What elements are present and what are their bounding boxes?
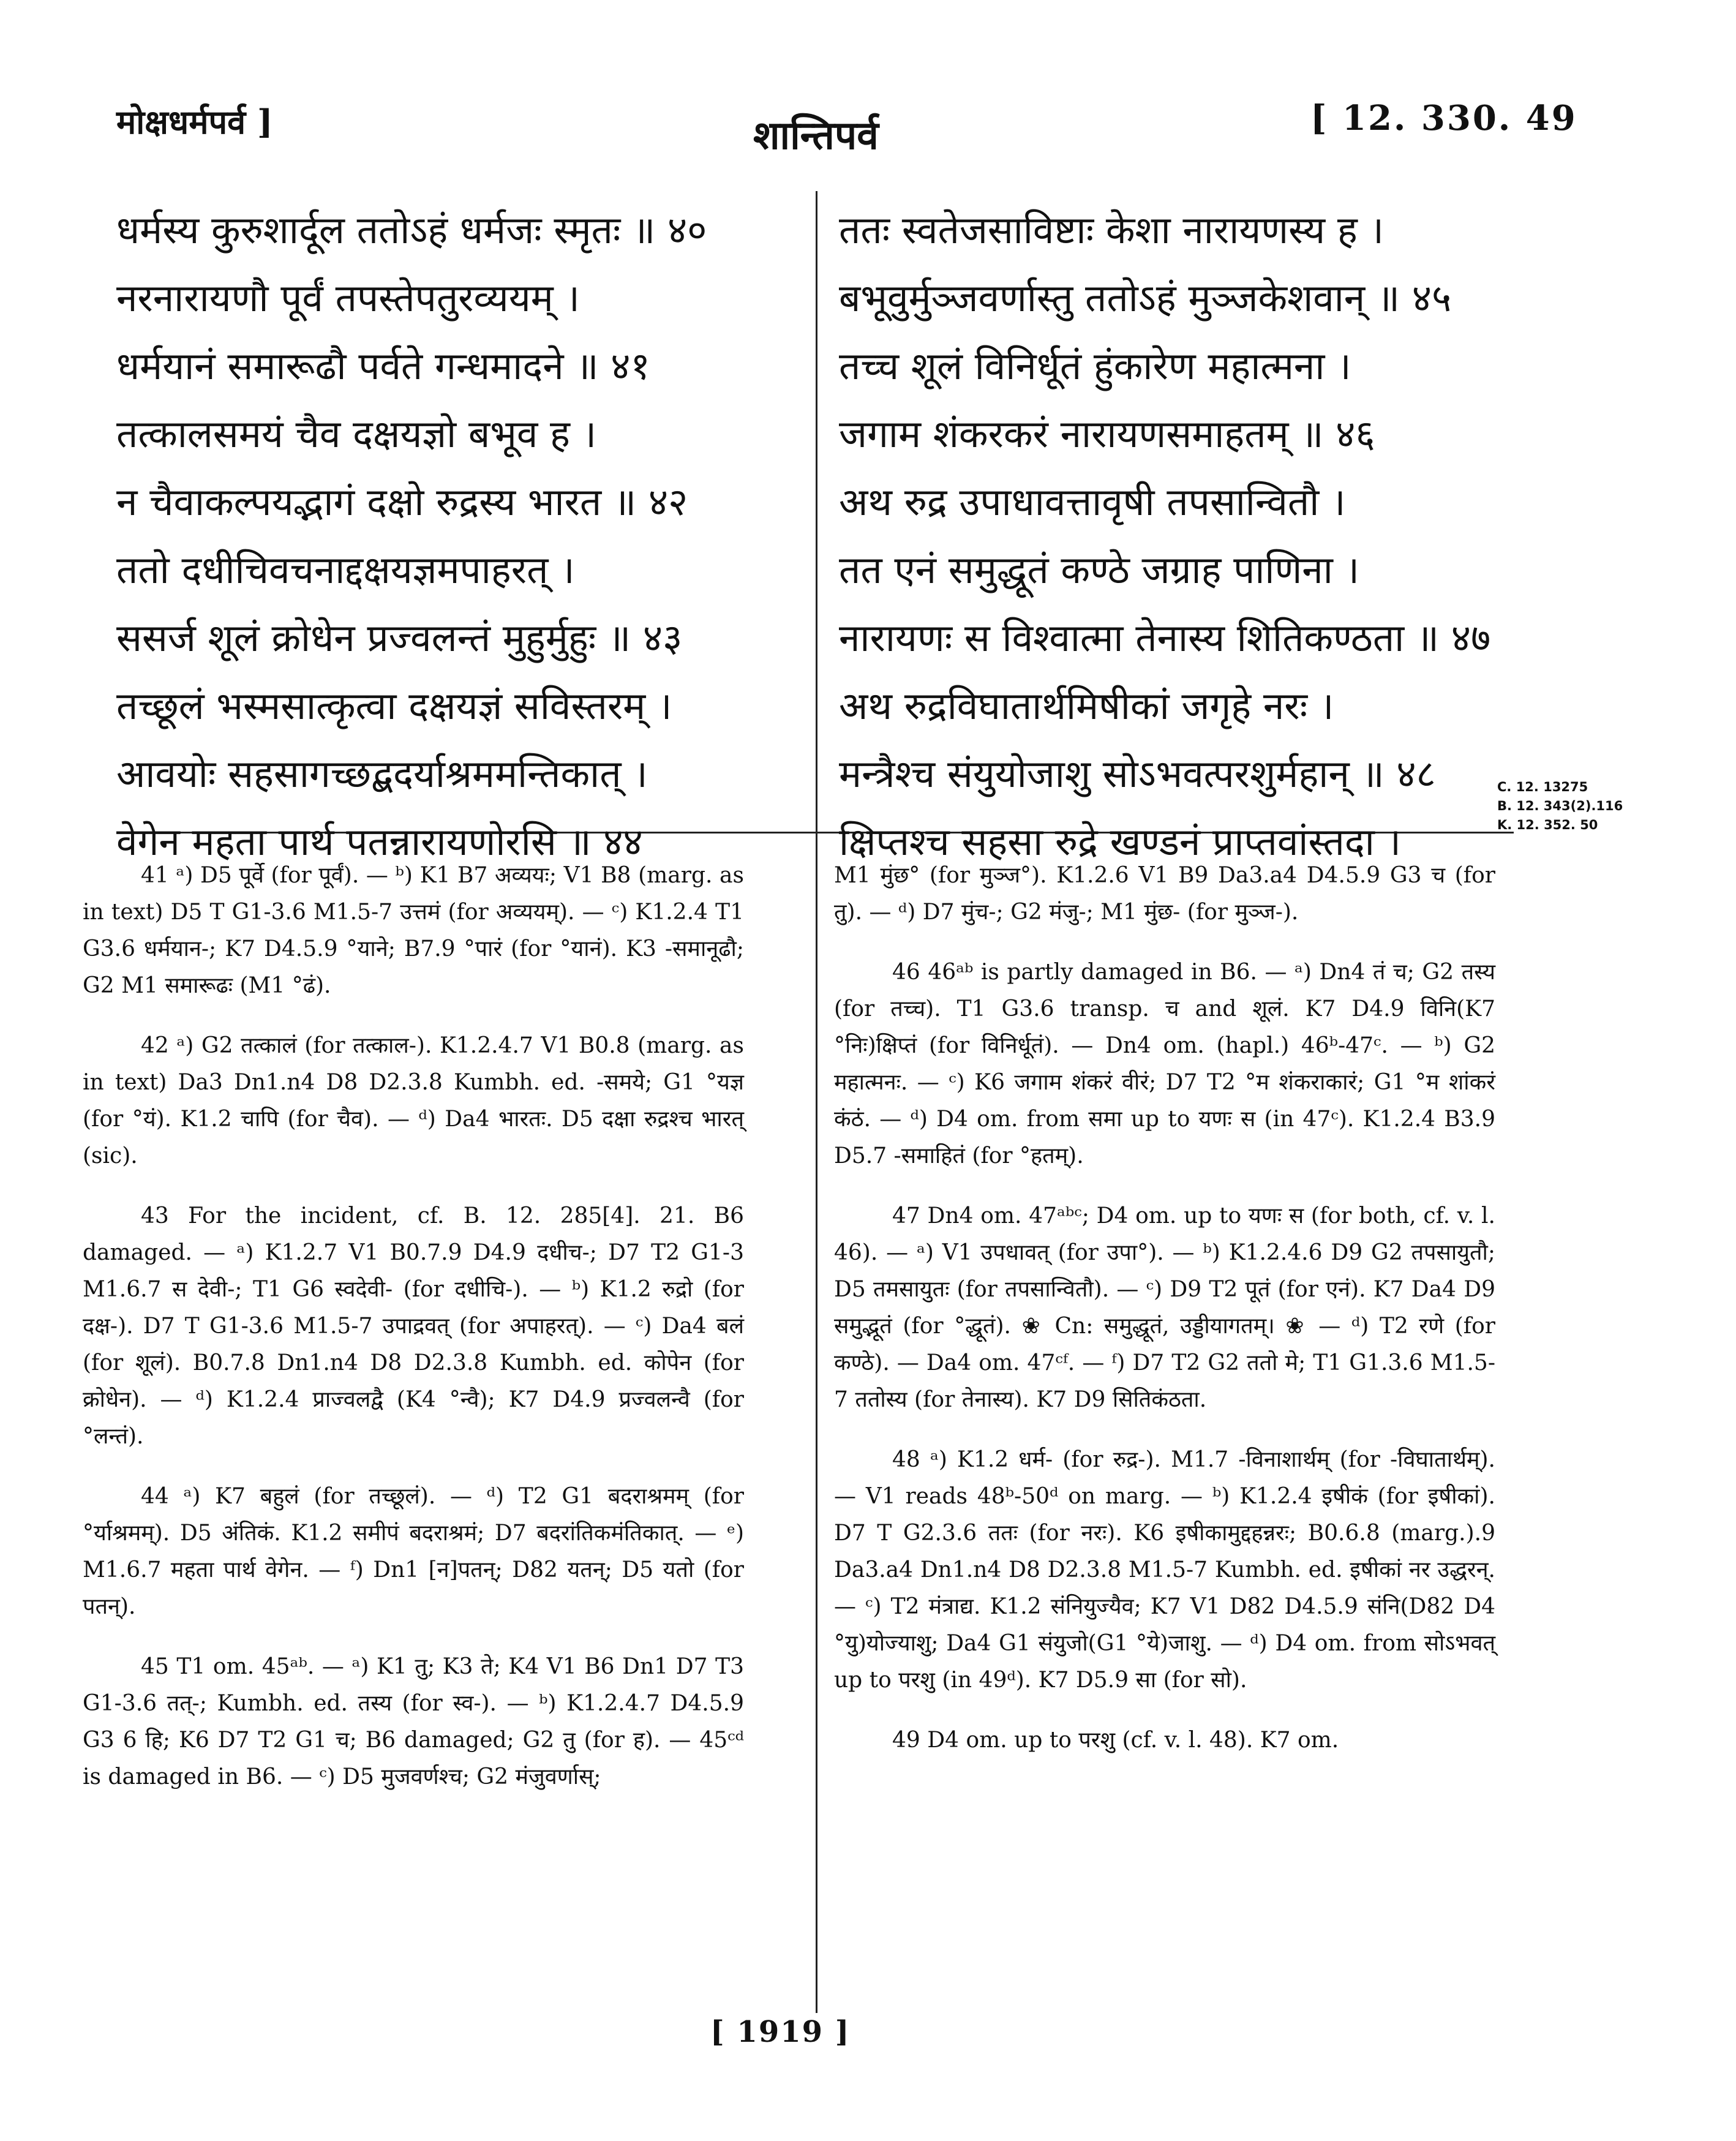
notes-column-right [834, 857, 1495, 1782]
verse-line: तत्कालसमयं चैव दक्षयज्ञो बभूव ह । [116, 412, 597, 456]
verse-line: तच्च शूलं विनिर्धूतं हुंकारेण महात्मना । [839, 344, 1351, 388]
apparatus-note: 45 T1 om. 45ᵃᵇ. — ᵃ) K1 तु; K3 ते; K4 V1 B6 Dn1 D7 T3 G1-3.6 तत्-; Kumbh. ed. तस्य (for स्व-). — ᵇ) K1.2.4.7 D4.5.9 G3 6 हि; K6 D7 T2 G1 च; B6 damaged; G2 तु (for ह). — 45ᶜᵈ is damaged in B6. — ᶜ) D5 मुजवर्णश्च; G2 मंजुवर्णास्; [83, 1654, 744, 1789]
verse-line: बभूवुर्मुञ्जवर्णास्तु ततोऽहं मुञ्जकेशवान् ॥ ४५ [839, 276, 1452, 320]
apparatus-note: 48 ᵃ) K1.2 धर्म- (for रुद्र-). M1.7 -विनाशार्थम् (for -विघातार्थम्). — V1 reads 48ᵇ-50ᵈ on marg. — ᵇ) K1.2.4 इषीकं (for इषीकां). D7 T G2.3.6 ततः (for नरः). K6 इषीकामुद्दहन्नरः; B0.6.8 (marg.).9 Da3.a4 Dn1.n4 D8 D2.3.8 M1.5-7 Kumbh. ed. इषीकां नर उद्धरन्. — ᶜ) T2 मंत्राद्य. K1.2 संनियुज्यैव; K7 V1 D82 D4.5.9 संनि(D82 D4 °यु)योज्याशु; Da4 G1 संयुजो(G1 °ये)जाशु. — ᵈ) D4 om. from सोऽभवत् up to परशु (in 49ᵈ). K7 D5.9 सा (for सो). [834, 1447, 1495, 1693]
verse-line: नारायणः स विश्वात्मा तेनास्य शितिकण्ठता ॥ ४७ [839, 615, 1491, 660]
column-divider-bottom [816, 840, 817, 2013]
verse-line: धर्मस्य कुरुशार्दूल ततोऽहं धर्मजः स्मृतः ॥ ४० [116, 208, 707, 252]
apparatus-note: 46 46ᵃᵇ is partly damaged in B6. — ᵃ) Dn4 तं च; G2 तस्य (for तच्च). T1 G3.6 transp. च and शूलं. K7 D4.9 विनि(K7 °निः)क्षिप्तं (for विनिर्धूतं). — Dn4 om. (hapl.) 46ᵇ-47ᶜ. — ᵇ) G2 महात्मनः. — ᶜ) K6 जगाम शंकरं वीरं; D7 T2 °म शंकराकारं; G1 °म शांकरं कंठं. — ᵈ) D4 om. from समा up to यणः स (in 47ᶜ). K1.2.4 B3.9 D5.7 -समाहितं (for °हतम्). [834, 960, 1495, 1168]
verse-reference: [ 12. 330. 49 [1310, 98, 1577, 138]
apparatus-note: M1 मुंछ° (for मुञ्ज°). K1.2.6 V1 B9 Da3.a4 D4.5.9 G3 च (for तु). — ᵈ) D7 मुंच-; G2 मंजु-; M1 मुंछ- (for मुञ्ज-). [834, 863, 1495, 925]
page-number: [ 1919 ] [710, 2015, 851, 2049]
verse-line: आवयोः सहसागच्छद्बदर्याश्रममन्तिकात् । [116, 751, 648, 796]
verse-line: ततो दधीचिवचनाद्दक्षयज्ञमपाहरत् । [116, 547, 575, 592]
verse-line: तच्छूलं भस्मसात्कृत्वा दक्षयज्ञं सविस्तरम् । [116, 683, 672, 728]
verse-line: नरनारायणौ पूर्वं तपस्तेपतुरव्ययम् । [116, 276, 580, 320]
apparatus-note: 43 For the incident, cf. B. 12. 285[4]. 21. B6 damaged. — ᵃ) K1.2.7 V1 B0.7.9 D4.9 दधीच-; D7 T2 G1-3 M1.6.7 स देवी-; T1 G6 स्वदेवी- (for दधीचि-). — ᵇ) K1.2 रुद्रो (for दक्ष-). D7 T G1-3.6 M1.5-7 उपाद्रवत् (for अपाहरत्). — ᶜ) Da4 बलं (for शूलं). B0.7.8 Dn1.n4 D8 D2.3.8 Kumbh. ed. कोपेन (for क्रोधेन). — ᵈ) K1.2.4 प्राज्वलद्वै (K4 °न्वै); K7 D4.9 प्रज्वलन्वै (for °लन्तं). [83, 1203, 744, 1449]
apparatus-note: 49 D4 om. up to परशु (cf. v. l. 48). K7 om. [892, 1728, 1339, 1753]
verse-line: वेगेन महता पार्थ पतन्नारायणोरसि ॥ ४४ [116, 819, 643, 864]
verse-line: तत एनं समुद्धूतं कण्ठे जग्राह पाणिना । [839, 547, 1359, 592]
verse-line: ससर्ज शूलं क्रोधेन प्रज्वलन्तं मुहुर्मुहुः ॥ ४३ [116, 615, 683, 660]
apparatus-note: 42 ᵃ) G2 तत्कालं (for तत्काल-). K1.2.4.7 V1 B0.8 (marg. as in text) Da3 Dn1.n4 D8 D2.3.8 Kumbh. ed. -समये; G1 °यज्ञ (for °यं). K1.2 चापि (for चैव). — ᵈ) Da4 भारतः. D5 दक्षा रुद्रश्च भारत् (sic). [83, 1033, 744, 1168]
apparatus-note: 44 ᵃ) K7 बहुलं (for तच्छूलं). — ᵈ) T2 G1 बदराश्रमम् (for °र्याश्रमम्). D5 अंतिकं. K1.2 समीपं बदराश्रमं; D7 बदरांतिकमंतिकात्. — ᵉ) M1.6.7 महता पार्थ वेगेन. — ᶠ) Dn1 [न]पतन्; D82 यतन्; D5 यतो (for पतन्). [83, 1484, 744, 1619]
apparatus-note: 41 ᵃ) D5 पूर्वे (for पूर्वं). — ᵇ) K1 B7 अव्ययः; V1 B8 (marg. as in text) D5 T G1-3.6 M1.5-7 उत्तमं (for अव्ययम्). — ᶜ) K1.2.4 T1 G3.6 धर्मयान-; K7 D4.5.9 °याने; B7.9 °पारं (for °यानं). K3 -समानूढौ; G2 M1 समारूढः (M1 °ढं). [83, 863, 744, 998]
verse-line: क्षिप्तश्च सहसा रुद्रे खण्डनं प्राप्तवांस्तदा । [839, 819, 1401, 864]
concordance-b: B. 12. 343(2).116 [1497, 799, 1623, 813]
verse-column-left [116, 196, 814, 876]
verse-line: न चैवाकल्पयद्भागं दक्षो रुद्रस्य भारत ॥ ४२ [116, 480, 688, 524]
verse-line: अथ रुद्र उपाधावत्तावृषी तपसान्वितौ । [839, 480, 1346, 524]
verse-line: ततः स्वतेजसाविष्टाः केशा नारायणस्य ह । [839, 208, 1384, 252]
verse-column-right [839, 196, 1537, 876]
verse-line: जगाम शंकरकरं नारायणसमाहतम् ॥ ४६ [839, 412, 1375, 456]
column-divider-top [816, 191, 817, 856]
section-title: मोक्षधर्मपर्व ] [116, 102, 273, 141]
verse-line: मन्त्रैश्च संयुयोजाशु सोऽभवत्परशुर्महान् ॥ ४८ [839, 751, 1436, 796]
verse-line: धर्मयानं समारूढौ पर्वते गन्धमादने ॥ ४१ [116, 344, 650, 388]
concordance-references [1497, 778, 1623, 835]
notes-column-left [83, 857, 744, 1819]
concordance-c: C. 12. 13275 [1497, 780, 1588, 794]
concordance-k: K. 12. 352. 50 [1497, 818, 1598, 832]
book-title: शान्तिपर्व [753, 113, 879, 159]
apparatus-note: 47 Dn4 om. 47ᵃᵇᶜ; D4 om. up to यणः स (for both, cf. v. l. 46). — ᵃ) V1 उपधावत् (for उपा°). — ᵇ) K1.2.4.6 D9 G2 तपसायुतौ; D5 तमसायुतः (for तपसान्वितौ). — ᶜ) D9 T2 पूतं (for एनं). K7 Da4 D9 समुद्भूतं (for °द्धूतं). ❀ Cn: समुद्धूतं, उड्डीयागतम्। ❀ — ᵈ) T2 रणे (for कण्ठे). — Da4 om. 47ᶜᶠ. — ᶠ) D7 T2 G2 ततो मे; T1 G1.3.6 M1.5-7 ततोस्य (for तेनास्य). K7 D9 सितिकंठता. [834, 1203, 1495, 1412]
verse-line: अथ रुद्रविघातार्थमिषीकां जगृहे नरः । [839, 683, 1334, 728]
